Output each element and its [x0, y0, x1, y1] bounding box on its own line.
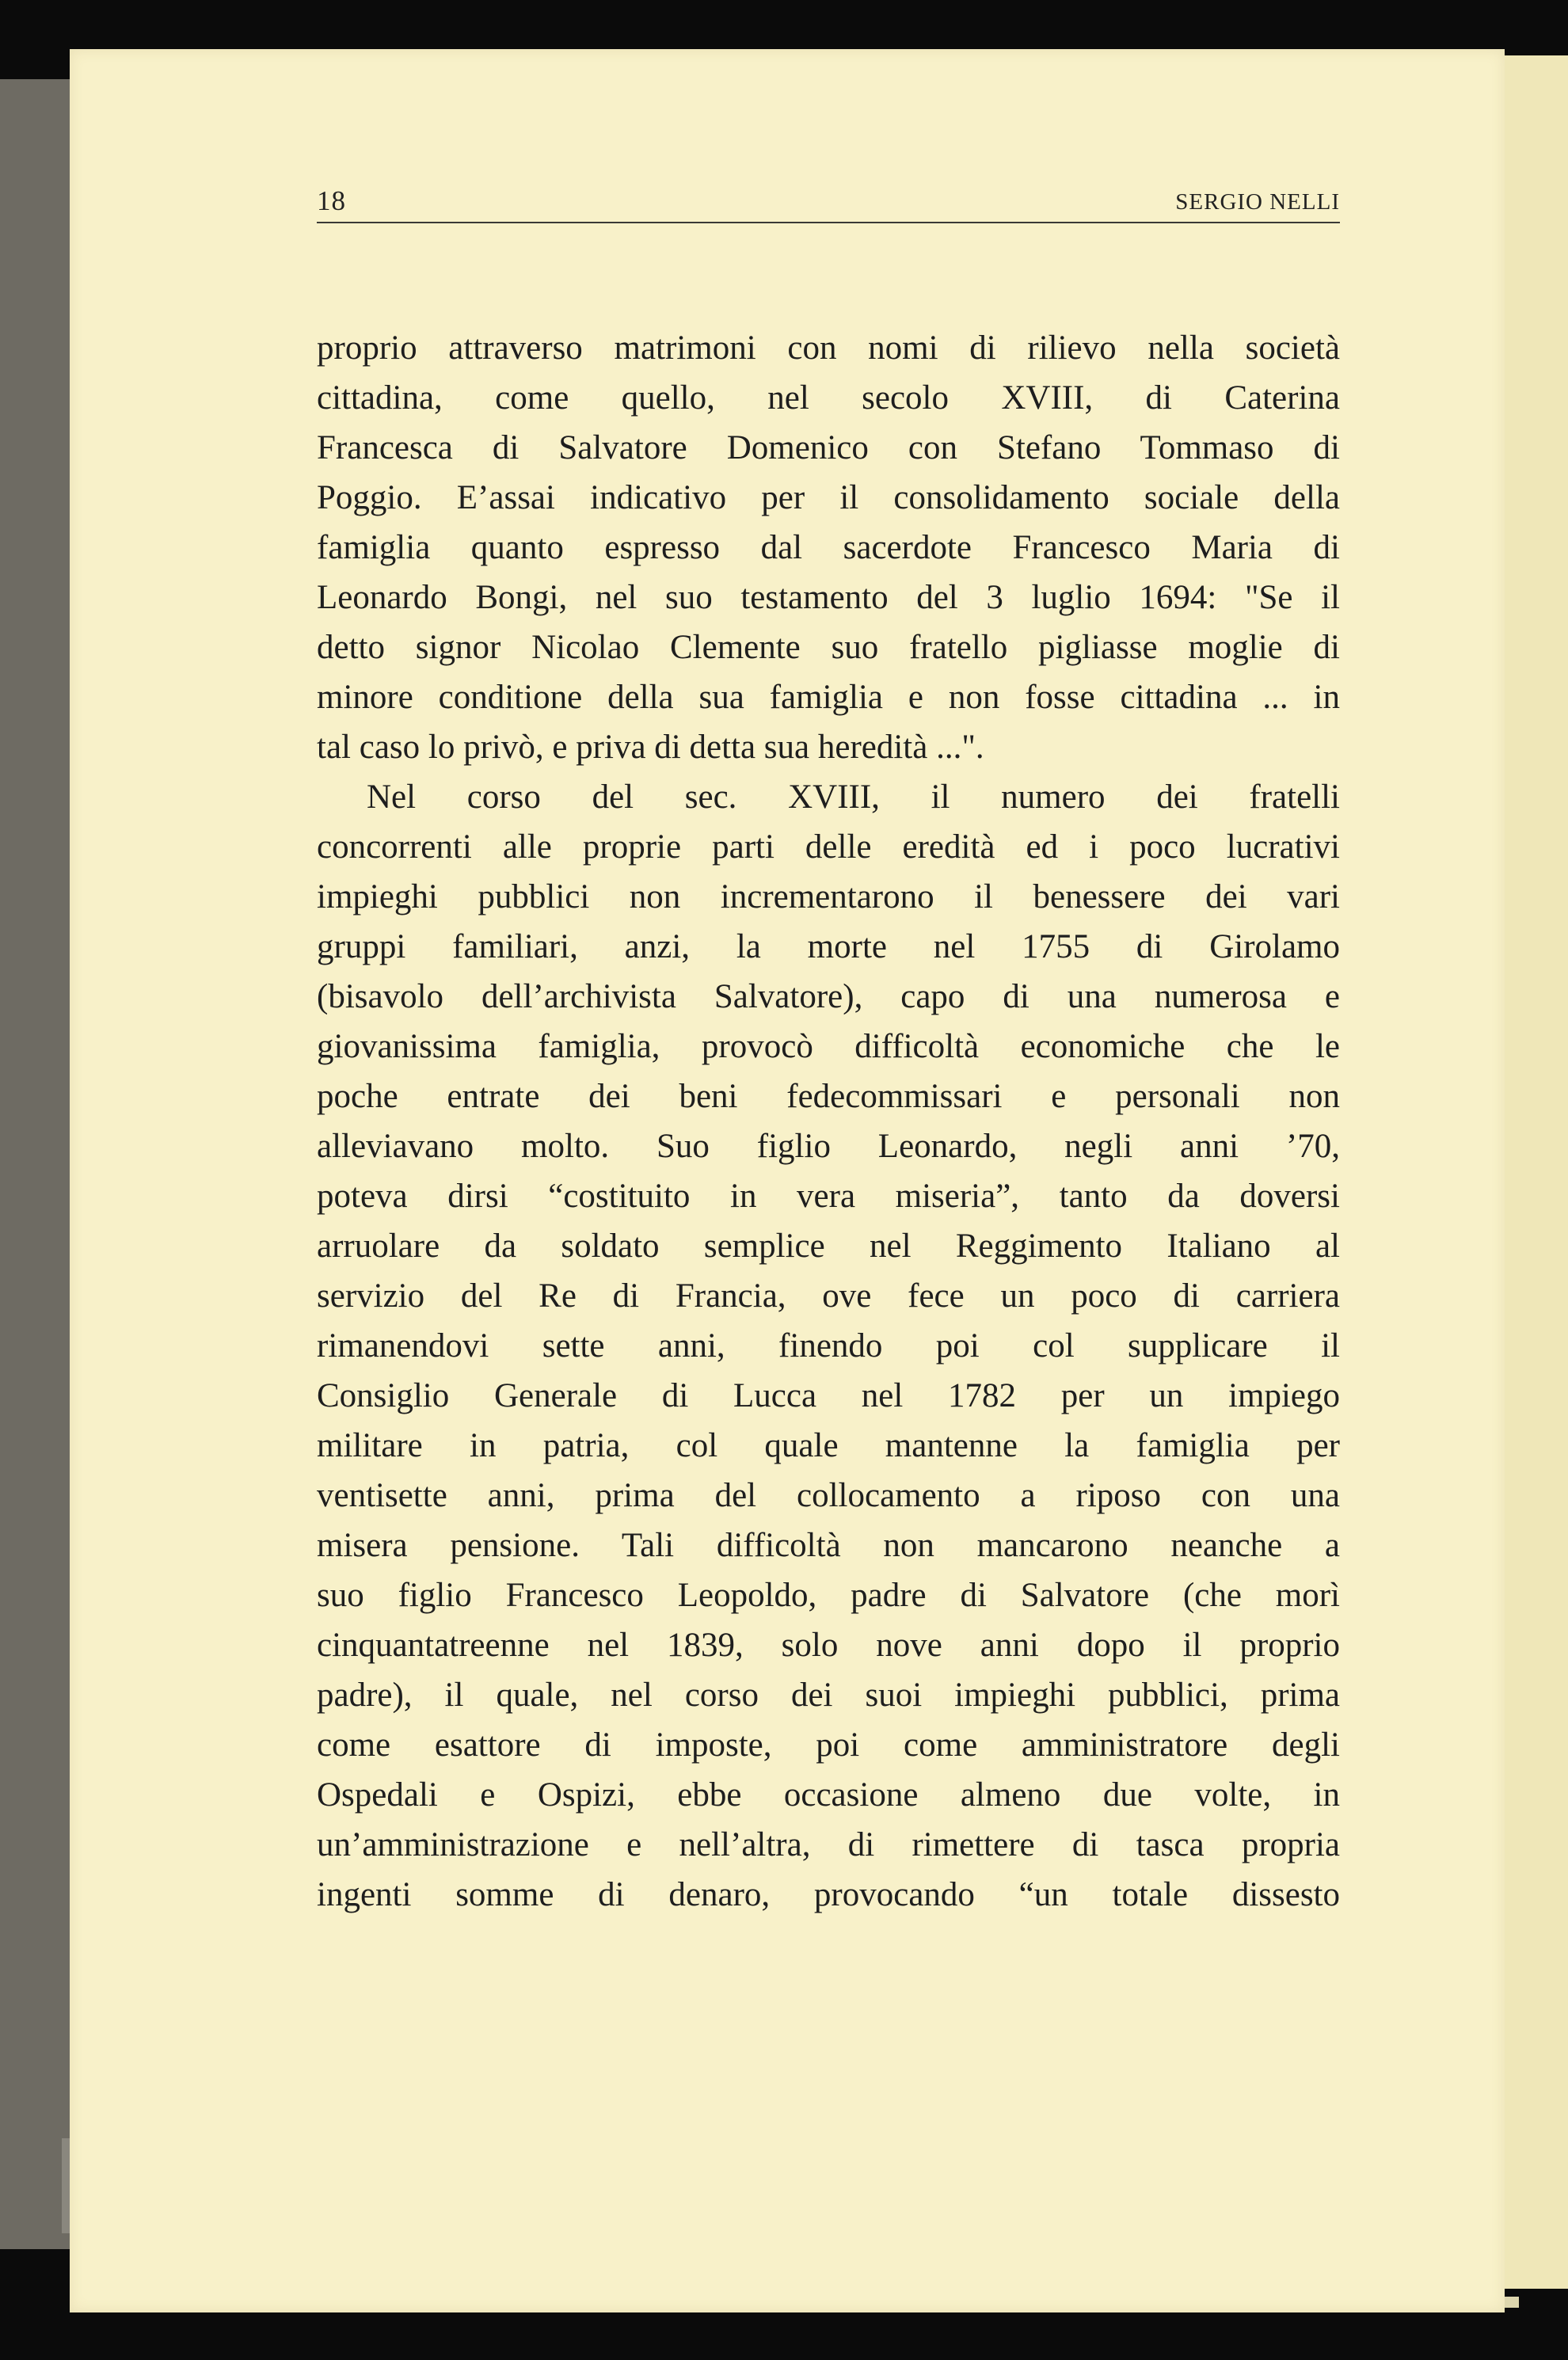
running-head-author: SERGIO NELLI: [1175, 189, 1340, 215]
body-text: [317, 323, 1340, 1920]
text-line: Ospedali e Ospizi, ebbe occasione almeno due volte, in: [317, 1776, 1340, 1814]
text-line: un’amministrazione e nell’altra, di rimettere di tasca propria: [317, 1826, 1340, 1863]
page-number: 18: [317, 185, 346, 216]
text-line: concorrenti alle proprie parti delle eredità ed i poco lucrativi: [317, 828, 1340, 866]
text-line: gruppi familiari, anzi, la morte nel 1755 di Girolamo: [317, 928, 1340, 965]
text-line: impieghi pubblici non incrementarono il benessere dei vari: [317, 878, 1340, 915]
text-line: suo figlio Francesco Leopoldo, padre di Salvatore (che morì: [317, 1577, 1340, 1614]
text-line: arruolare da soldato semplice nel Reggimento Italiano al: [317, 1228, 1340, 1265]
text-line: alleviavano molto. Suo figlio Leonardo, negli anni ’70,: [317, 1128, 1340, 1165]
text-line: (bisavolo dell’archivista Salvatore), capo di una numerosa e: [317, 978, 1340, 1015]
text-line: rimanendovi sette anni, finendo poi col supplicare il: [317, 1327, 1340, 1365]
text-line: servizio del Re di Francia, ove fece un poco di carriera: [317, 1277, 1340, 1315]
text-line: proprio attraverso matrimoni con nomi di rilievo nella società: [317, 329, 1340, 367]
text-line: militare in patria, col quale mantenne la famiglia per: [317, 1427, 1340, 1464]
text-line: cittadina, come quello, nel secolo XVIII, di Caterina: [317, 379, 1340, 417]
text-line: ingenti somme di denaro, provocando “un totale dissesto: [317, 1876, 1340, 1913]
stacked-pages-edge: [1498, 55, 1568, 2289]
paragraph-end-line: tal caso lo privò, e priva di detta sua heredità ...".: [317, 729, 984, 766]
text-line: come esattore di imposte, poi come amministratore degli: [317, 1726, 1340, 1764]
text-line: Leonardo Bongi, nel suo testamento del 3 luglio 1694: "Se il: [317, 579, 1340, 616]
text-line: poche entrate dei beni fedecommissari e personali non: [317, 1078, 1340, 1115]
text-line: minore conditione della sua famiglia e non fosse cittadina ... in: [317, 679, 1340, 716]
text-line: Poggio. E’assai indicativo per il consolidamento sociale della: [317, 479, 1340, 516]
text-line: cinquantatreenne nel 1839, solo nove anni dopo il proprio: [317, 1627, 1340, 1664]
text-line: Consiglio Generale di Lucca nel 1782 per un impiego: [317, 1377, 1340, 1414]
text-line: poteva dirsi “costituito in vera miseria”, tanto da doversi: [317, 1178, 1340, 1215]
text-line: giovanissima famiglia, provocò difficoltà economiche che le: [317, 1028, 1340, 1065]
paragraph-start-line: Nel corso del sec. XVIII, il numero dei fratelli: [367, 778, 1340, 816]
text-line: detto signor Nicolao Clemente suo fratello pigliasse moglie di: [317, 629, 1340, 666]
text-line: padre), il quale, nel corso dei suoi impieghi pubblici, prima: [317, 1677, 1340, 1714]
back-cover-edge: [0, 79, 71, 2249]
text-line: famiglia quanto espresso dal sacerdote Francesco Maria di: [317, 529, 1340, 566]
running-head: [317, 181, 1340, 223]
text-line: misera pensione. Tali difficoltà non mancarono neanche a: [317, 1527, 1340, 1564]
text-line: ventisette anni, prima del collocamento a riposo con una: [317, 1477, 1340, 1514]
text-line: Francesca di Salvatore Domenico con Stefano Tommaso di: [317, 429, 1340, 466]
